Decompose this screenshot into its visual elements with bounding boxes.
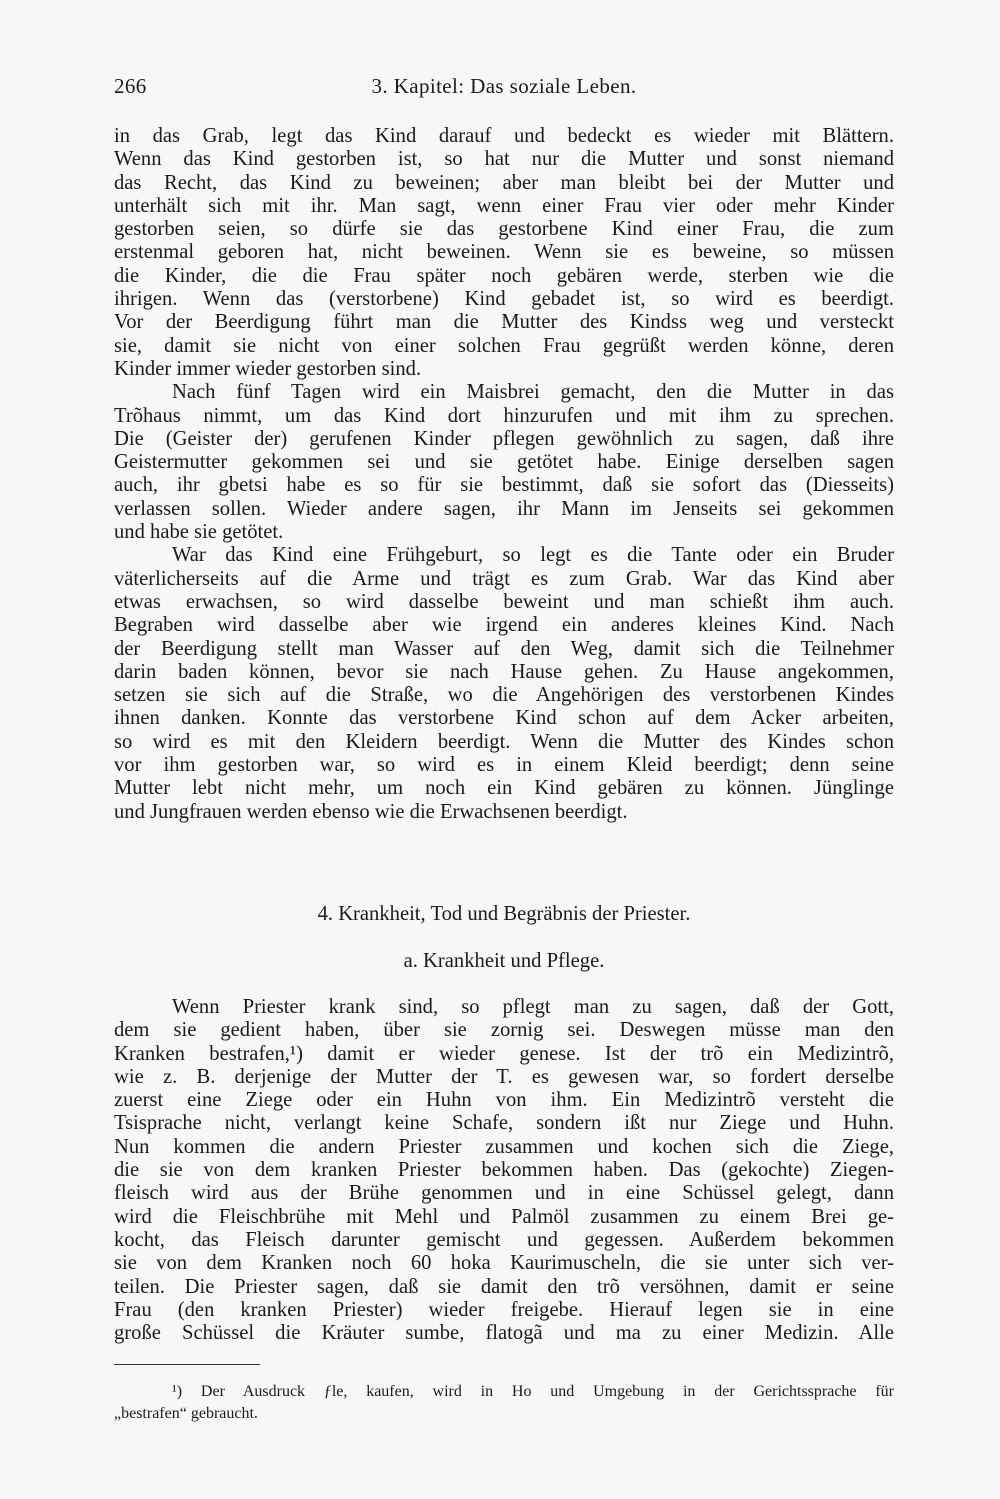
text-line: und Jungfrauen werden ebenso wie die Erwachsenen beerdigt.: [114, 800, 628, 823]
text-line: Vor der Beerdigung führt man die Mutter des Kindss weg und versteckt: [114, 311, 894, 334]
text-line: Tsisprache nicht, verlangt keine Schafe, sondern ißt nur Ziege und Huhn.: [114, 1112, 894, 1135]
section-heading: 4. Krankheit, Tod und Begräbnis der Priester.: [317, 903, 691, 925]
text-line: große Schüssel die Kräuter sumbe, flatogã und ma zu einer Medizin. Alle: [114, 1322, 894, 1345]
text-line: sie von dem Kranken noch 60 hoka Kaurimuscheln, die sie unter sich ver-: [114, 1252, 894, 1275]
text-line: erstenmal geboren hat, nicht beweinen. Wenn sie es beweine, so müssen: [114, 241, 894, 264]
text-line: die sie von dem kranken Priester bekommen haben. Das (gekochte) Ziegen-: [114, 1159, 894, 1182]
text-line: das Recht, das Kind zu beweinen; aber man bleibt bei der Mutter und: [114, 171, 894, 194]
text-line: auch, ihr gbetsi habe es so für sie bestimmt, daß sie sofort das (Diesseits): [114, 474, 894, 497]
section-subheading: a. Krankheit und Pflege.: [403, 950, 605, 972]
page-header: [114, 74, 894, 106]
text-line: War das Kind eine Frühgeburt, so legt es die Tante oder ein Bruder: [172, 544, 894, 567]
body-paragraphs: [114, 125, 894, 824]
text-line: kocht, das Fleisch darunter gemischt und gegessen. Außerdem bekommen: [114, 1228, 894, 1251]
text-line: Die (Geister der) gerufenen Kinder pflegen gewöhnlich zu sagen, daß ihre: [114, 427, 894, 450]
text-line: ihrigen. Wenn das (verstorbene) Kind gebadet ist, so wird es beerdigt.: [114, 288, 894, 311]
text-line: zuerst eine Ziege oder ein Huhn von ihm. Ein Medizintrõ versteht die: [114, 1089, 894, 1112]
text-line: Nach fünf Tagen wird ein Maisbrei gemacht, den die Mutter in das: [172, 381, 894, 404]
text-line: unterhält sich mit ihr. Man sagt, wenn einer Frau vier oder mehr Kinder: [114, 194, 894, 217]
text-line: Wenn das Kind gestorben ist, so hat nur die Mutter und sonst niemand: [114, 148, 894, 171]
text-line: Geistermutter gekommen sei und sie getötet habe. Einige derselben sagen: [114, 451, 894, 474]
text-line: gestorben seien, so dürfe sie das gestorbene Kind einer Frau, die zum: [114, 218, 894, 241]
text-line: so wird es mit den Kleidern beerdigt. Wenn die Mutter des Kindes schon: [114, 730, 894, 753]
text-line: darin baden können, bevor sie nach Hause gehen. Zu Hause angekommen,: [114, 660, 894, 683]
text-line: väterlicherseits auf die Arme und trägt es zum Grab. War das Kind aber: [114, 567, 894, 590]
text-line: fleisch wird aus der Brühe genommen und in eine Schüssel gelegt, dann: [114, 1182, 894, 1205]
footnote: [114, 1381, 894, 1425]
footnote-divider: [114, 1364, 260, 1365]
text-line: wie z. B. derjenige der Mutter der T. es gewesen war, so fordert derselbe: [114, 1065, 894, 1088]
text-line: etwas erwachsen, so wird dasselbe beweint und man schießt ihm auch.: [114, 590, 894, 613]
page-number: 266: [114, 74, 147, 98]
section-paragraph: [114, 996, 894, 1345]
text-line: Begraben wird dasselbe aber wie irgend ein anderes kleines Kind. Nach: [114, 614, 894, 637]
text-line: dem sie gedient haben, über sie zornig sei. Deswegen müsse man den: [114, 1019, 894, 1042]
text-line: die Kinder, die die Frau später noch gebären werde, sterben wie die: [114, 264, 894, 287]
footnote-line: ¹) Der Ausdruck ƒle, kaufen, wird in Ho und Umgebung in der Gerichtssprache für: [172, 1383, 894, 1400]
text-line: wird die Fleischbrühe mit Mehl und Palmöl zusammen zu einem Brei ge-: [114, 1205, 894, 1228]
text-line: Trõhaus nimmt, um das Kind dort hinzurufen und mit ihm zu sprechen.: [114, 404, 894, 427]
text-line: ihnen danken. Konnte das verstorbene Kind schon auf dem Acker arbeiten,: [114, 707, 894, 730]
text-line: vor ihm gestorben war, so wird es in einem Kleid beerdigt; denn seine: [114, 754, 894, 777]
text-line: der Beerdigung stellt man Wasser auf den Weg, damit sich die Teilnehmer: [114, 637, 894, 660]
text-line: setzen sie sich auf die Straße, wo die Angehörigen des verstorbenen Kindes: [114, 684, 894, 707]
text-line: teilen. Die Priester sagen, daß sie damit den trõ versöhnen, damit er seine: [114, 1275, 894, 1298]
text-line: Kinder immer wieder gestorben sind.: [114, 357, 422, 380]
text-line: verlassen sollen. Wieder andere sagen, ihr Mann im Jenseits sei gekommen: [114, 497, 894, 520]
text-line: Kranken bestrafen,¹) damit er wieder genese. Ist der trõ ein Medizintrõ,: [114, 1042, 894, 1065]
text-line: Nun kommen die andern Priester zusammen und kochen sich die Ziege,: [114, 1135, 894, 1158]
running-head: 3. Kapitel: Das soziale Leben.: [371, 74, 637, 98]
footnote-line: „bestrafen“ gebraucht.: [114, 1405, 258, 1422]
text-line: in das Grab, legt das Kind darauf und bedeckt es wieder mit Blättern.: [114, 125, 894, 147]
text-line: Frau (den kranken Priester) wieder freigebe. Hierauf legen sie in eine: [114, 1298, 894, 1321]
text-line: und habe sie getötet.: [114, 521, 284, 544]
text-line: sie, damit sie nicht von einer solchen Frau gegrüßt werden könne, deren: [114, 334, 894, 357]
text-line: Mutter lebt nicht mehr, um noch ein Kind gebären zu können. Jünglinge: [114, 777, 894, 800]
text-line: Wenn Priester krank sind, so pflegt man zu sagen, daß der Gott,: [172, 996, 894, 1018]
